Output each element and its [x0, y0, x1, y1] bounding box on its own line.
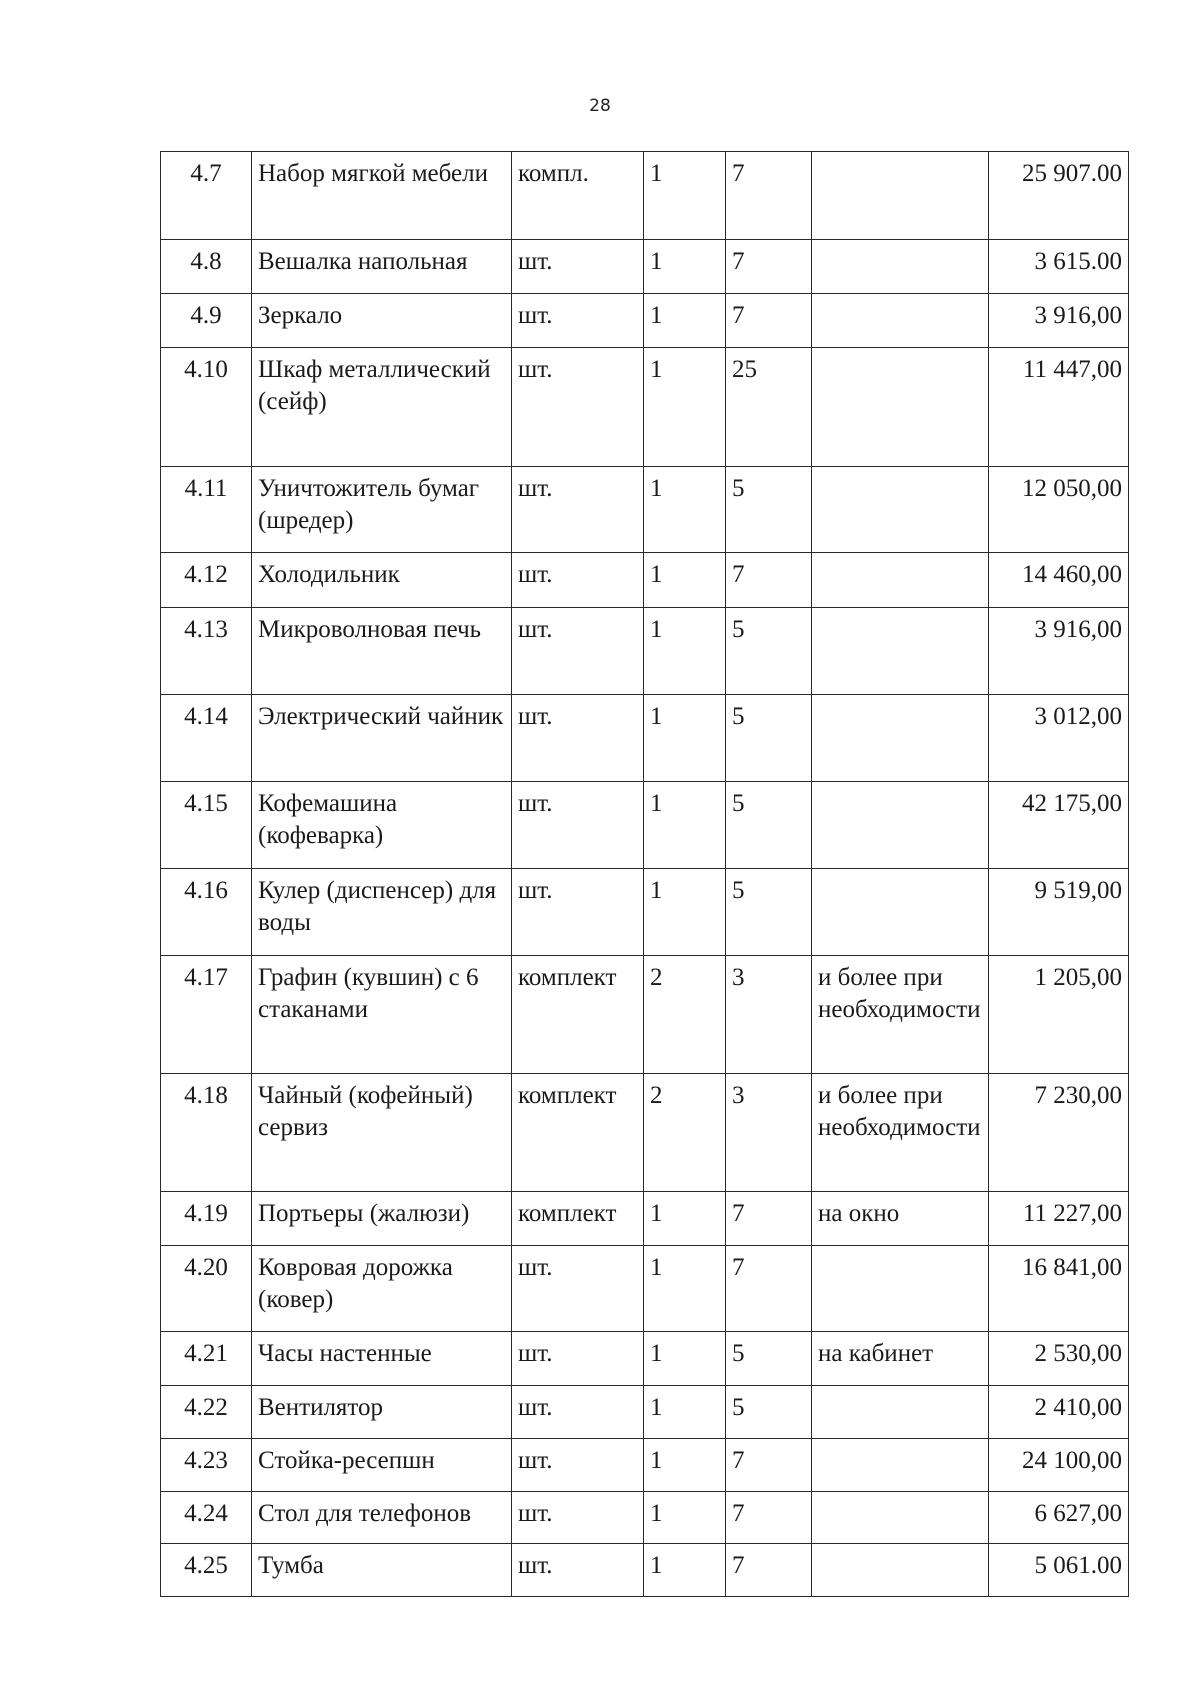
item-price: 3 615.00: [989, 240, 1129, 294]
item-term: 7: [726, 553, 812, 608]
item-price: 2 410,00: [989, 1386, 1129, 1439]
table-row: [161, 1492, 1129, 1544]
item-term: 5: [726, 695, 812, 782]
table-row: [161, 956, 1129, 1074]
item-unit: шт.: [512, 1492, 644, 1544]
item-quantity: 1: [644, 240, 726, 294]
item-note: и более при необходимости: [812, 956, 989, 1074]
item-price: 11 227,00: [989, 1192, 1129, 1246]
table-row: [161, 1192, 1129, 1246]
item-price: 3 916,00: [989, 608, 1129, 695]
item-term: 5: [726, 782, 812, 869]
equipment-table: [160, 151, 1129, 1597]
item-term: 7: [726, 1192, 812, 1246]
table-row: [161, 553, 1129, 608]
item-quantity: 2: [644, 1074, 726, 1192]
item-name: Микроволновая печь: [252, 608, 512, 695]
item-name: Тумба: [252, 1544, 512, 1597]
item-note: [812, 608, 989, 695]
item-unit: шт.: [512, 467, 644, 553]
row-number: 4.13: [161, 608, 252, 695]
item-quantity: 1: [644, 348, 726, 467]
item-note: [812, 1246, 989, 1332]
item-price: 24 100,00: [989, 1439, 1129, 1492]
item-note: на окно: [812, 1192, 989, 1246]
item-term: 5: [726, 467, 812, 553]
item-note: и более при необходимости: [812, 1074, 989, 1192]
table-row: [161, 1386, 1129, 1439]
item-price: 9 519,00: [989, 869, 1129, 956]
row-number: 4.10: [161, 348, 252, 467]
item-unit: комплект: [512, 1074, 644, 1192]
item-unit: шт.: [512, 1332, 644, 1386]
item-name: Стойка-ресепшн: [252, 1439, 512, 1492]
item-term: 7: [726, 1544, 812, 1597]
table-row: [161, 869, 1129, 956]
item-price: 3 012,00: [989, 695, 1129, 782]
item-term: 5: [726, 869, 812, 956]
item-name: Набор мягкой мебели: [252, 152, 512, 240]
item-quantity: 1: [644, 1492, 726, 1544]
item-unit: шт.: [512, 869, 644, 956]
table-row: [161, 695, 1129, 782]
item-name: Шкаф металлический (сейф): [252, 348, 512, 467]
item-term: 5: [726, 1386, 812, 1439]
row-number: 4.18: [161, 1074, 252, 1192]
item-name: Кулер (диспенсер) для воды: [252, 869, 512, 956]
table-row: [161, 782, 1129, 869]
item-unit: шт.: [512, 695, 644, 782]
row-number: 4.23: [161, 1439, 252, 1492]
row-number: 4.8: [161, 240, 252, 294]
item-price: 25 907.00: [989, 152, 1129, 240]
item-note: [812, 152, 989, 240]
item-note: [812, 467, 989, 553]
item-quantity: 1: [644, 695, 726, 782]
row-number: 4.16: [161, 869, 252, 956]
item-price: 5 061.00: [989, 1544, 1129, 1597]
row-number: 4.24: [161, 1492, 252, 1544]
item-note: [812, 240, 989, 294]
page-number: 28: [589, 96, 611, 116]
row-number: 4.12: [161, 553, 252, 608]
item-note: [812, 1544, 989, 1597]
row-number: 4.17: [161, 956, 252, 1074]
row-number: 4.22: [161, 1386, 252, 1439]
table-row: [161, 1246, 1129, 1332]
item-quantity: 1: [644, 553, 726, 608]
item-name: Вешалка напольная: [252, 240, 512, 294]
table-row: [161, 467, 1129, 553]
item-term: 7: [726, 1492, 812, 1544]
item-term: 7: [726, 152, 812, 240]
row-number: 4.14: [161, 695, 252, 782]
item-quantity: 1: [644, 294, 726, 348]
item-name: Графин (кувшин) с 6 стаканами: [252, 956, 512, 1074]
item-price: 1 205,00: [989, 956, 1129, 1074]
item-term: 3: [726, 956, 812, 1074]
item-note: [812, 553, 989, 608]
item-quantity: 1: [644, 1332, 726, 1386]
item-name: Уничтожитель бумаг (шредер): [252, 467, 512, 553]
item-unit: шт.: [512, 782, 644, 869]
table-row: [161, 294, 1129, 348]
item-note: [812, 1492, 989, 1544]
item-term: 5: [726, 608, 812, 695]
item-quantity: 2: [644, 956, 726, 1074]
row-number: 4.11: [161, 467, 252, 553]
item-quantity: 1: [644, 1439, 726, 1492]
row-number: 4.25: [161, 1544, 252, 1597]
table-row: [161, 1074, 1129, 1192]
item-note: [812, 782, 989, 869]
item-unit: комплект: [512, 1192, 644, 1246]
table-row: [161, 1332, 1129, 1386]
item-name: Стол для телефонов: [252, 1492, 512, 1544]
item-quantity: 1: [644, 608, 726, 695]
item-unit: шт.: [512, 1386, 644, 1439]
item-price: 7 230,00: [989, 1074, 1129, 1192]
item-term: 7: [726, 1246, 812, 1332]
item-unit: шт.: [512, 348, 644, 467]
item-unit: шт.: [512, 1439, 644, 1492]
item-price: 12 050,00: [989, 467, 1129, 553]
item-name: Чайный (кофейный) сервиз: [252, 1074, 512, 1192]
item-name: Часы настенные: [252, 1332, 512, 1386]
row-number: 4.9: [161, 294, 252, 348]
item-quantity: 1: [644, 1544, 726, 1597]
item-price: 3 916,00: [989, 294, 1129, 348]
table-row: [161, 1544, 1129, 1597]
item-unit: шт.: [512, 240, 644, 294]
item-price: 14 460,00: [989, 553, 1129, 608]
row-number: 4.20: [161, 1246, 252, 1332]
item-quantity: 1: [644, 1192, 726, 1246]
item-term: 3: [726, 1074, 812, 1192]
row-number: 4.19: [161, 1192, 252, 1246]
item-note: [812, 348, 989, 467]
item-note: [812, 294, 989, 348]
item-quantity: 1: [644, 869, 726, 956]
table-row: [161, 152, 1129, 240]
item-unit: шт.: [512, 553, 644, 608]
item-quantity: 1: [644, 1386, 726, 1439]
item-note: [812, 695, 989, 782]
item-price: 2 530,00: [989, 1332, 1129, 1386]
row-number: 4.7: [161, 152, 252, 240]
item-name: Электрический чайник: [252, 695, 512, 782]
item-note: [812, 1386, 989, 1439]
item-name: Зеркало: [252, 294, 512, 348]
item-term: 7: [726, 240, 812, 294]
item-term: 7: [726, 294, 812, 348]
item-price: 16 841,00: [989, 1246, 1129, 1332]
row-number: 4.21: [161, 1332, 252, 1386]
item-quantity: 1: [644, 782, 726, 869]
item-name: Вентилятор: [252, 1386, 512, 1439]
item-name: Ковровая дорожка (ковер): [252, 1246, 512, 1332]
table-row: [161, 348, 1129, 467]
table-row: [161, 240, 1129, 294]
item-price: 42 175,00: [989, 782, 1129, 869]
item-name: Портьеры (жалюзи): [252, 1192, 512, 1246]
item-unit: шт.: [512, 608, 644, 695]
table-row: [161, 608, 1129, 695]
item-quantity: 1: [644, 152, 726, 240]
item-price: 6 627,00: [989, 1492, 1129, 1544]
item-quantity: 1: [644, 1246, 726, 1332]
item-unit: компл.: [512, 152, 644, 240]
item-unit: комплект: [512, 956, 644, 1074]
item-note: на кабинет: [812, 1332, 989, 1386]
table-body: [161, 152, 1129, 1597]
item-price: 11 447,00: [989, 348, 1129, 467]
item-term: 7: [726, 1439, 812, 1492]
table-row: [161, 1439, 1129, 1492]
item-unit: шт.: [512, 294, 644, 348]
item-term: 5: [726, 1332, 812, 1386]
item-unit: шт.: [512, 1544, 644, 1597]
row-number: 4.15: [161, 782, 252, 869]
item-note: [812, 1439, 989, 1492]
item-note: [812, 869, 989, 956]
item-name: Кофемашина (кофеварка): [252, 782, 512, 869]
item-quantity: 1: [644, 467, 726, 553]
item-unit: шт.: [512, 1246, 644, 1332]
item-name: Холодильник: [252, 553, 512, 608]
item-term: 25: [726, 348, 812, 467]
